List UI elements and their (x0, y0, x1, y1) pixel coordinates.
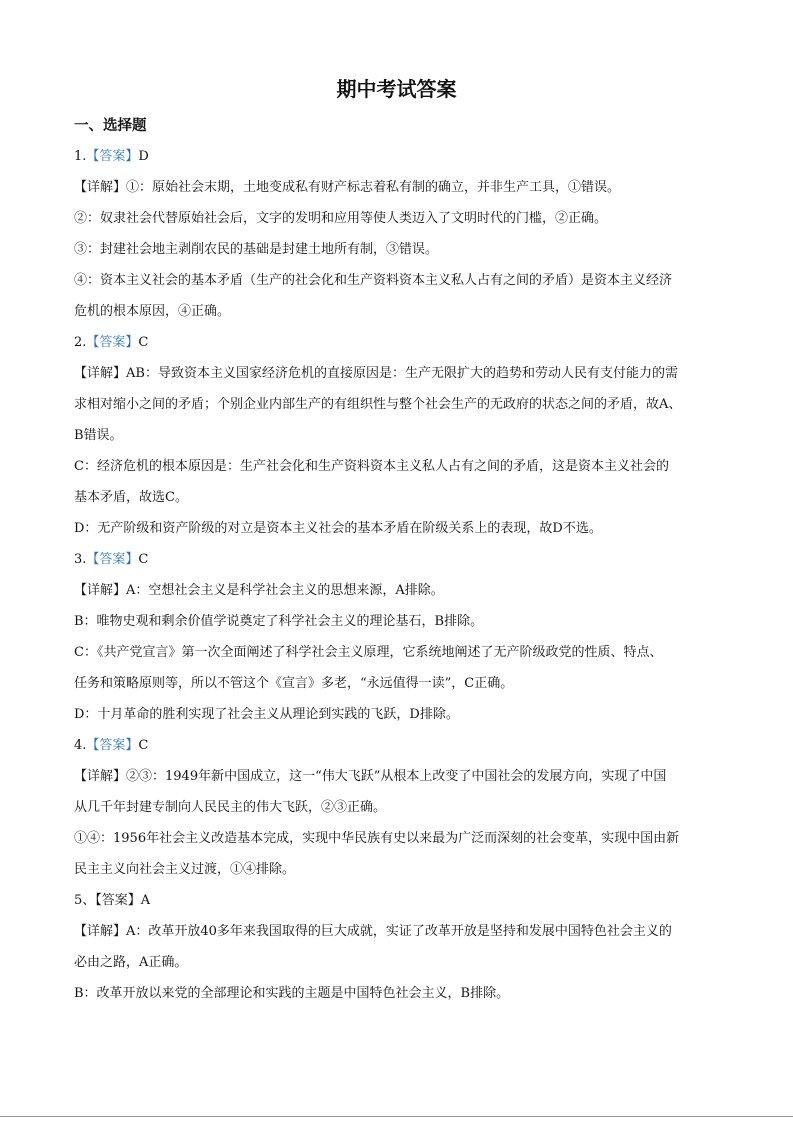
answer-label: 【答案】 (86, 552, 139, 567)
explanation-line: D：十月革命的胜利实现了社会主义从理论到实践的飞跃，D排除。 (74, 707, 459, 722)
answer-label: 【答案】 (86, 149, 139, 164)
answer-value: D (138, 149, 149, 164)
question-5-header: 5、【答案】A (74, 893, 151, 908)
explanation-line: B错误。 (74, 428, 123, 443)
question-3-header (74, 544, 724, 575)
explanation-line: 【详解】②③：1949年新中国成立，这一“伟大飞跃”从根本上改变了中国社会的发展方向，实现了中国 (74, 769, 667, 784)
explanation-line: 【详解】AB：导致资本主义国家经济危机的直接原因是：生产无限扩大的趋势和劳动人民有支付能力的需 (74, 366, 678, 381)
explanation-line: C：经济危机的根本原因是：生产社会化和生产资料资本主义私人占有之间的矛盾，这是资本主义社会的 (74, 459, 669, 474)
question-2-header (74, 327, 724, 358)
explanation-line: ①④：1956年社会主义改造基本完成，实现中华民族有史以来最为广泛而深刻的社会变革，实现中国由新 (74, 831, 680, 846)
explanation-line: ②：奴隶社会代替原始社会后，文字的发明和应用等使人类迈入了文明时代的门槛，②正确。 (74, 211, 608, 226)
answer-value: C (138, 552, 149, 567)
explanation-line: ③：封建社会地主剥削农民的基础是封建土地所有制，③错误。 (74, 242, 439, 257)
question-number: 1. (74, 149, 87, 164)
question-1-header (74, 141, 724, 172)
answer-value: C (138, 738, 149, 753)
question-number: 4. (74, 738, 87, 753)
answers-body (74, 141, 724, 1009)
explanation-line: 必由之路，A正确。 (74, 955, 188, 970)
section-heading: 一、选择题 (74, 118, 147, 134)
explanation-line: D：无产阶级和资产阶级的对立是资本主义社会的基本矛盾在阶级关系上的表现，故D不选。 (74, 521, 602, 536)
explanation-line: B：改革开放以来党的全部理论和实践的主题是中国特色社会主义，B排除。 (74, 986, 510, 1001)
explanation-line: B：唯物史观和剩余价值学说奠定了科学社会主义的理论基石，B排除。 (74, 614, 484, 629)
explanation-line: 从几千年封建专制向人民民主的伟大飞跃，②③正确。 (74, 800, 387, 815)
explanation-line: 【详解】A：改革开放40多年来我国取得的巨大成就，实证了改革开放是坚持和发展中国特色社会主义的 (74, 924, 672, 939)
page-title: 期中考试答案 (336, 77, 457, 101)
question-number: 3. (74, 552, 87, 567)
answer-label: 【答案】 (86, 738, 139, 753)
explanation-line: 危机的根本原因，④正确。 (74, 304, 231, 319)
explanation-line: 任务和策略原则等，所以不管这个《宣言》多老，“永远值得一读”，C正确。 (74, 676, 514, 691)
question-4-header (74, 730, 724, 761)
question-number: 2. (74, 335, 87, 350)
explanation-line: 基本矛盾，故选C。 (74, 490, 188, 505)
explanation-line: 民主主义向社会主义过渡，①④排除。 (74, 862, 296, 877)
answer-value: C (138, 335, 149, 350)
explanation-line: 求相对缩小之间的矛盾；个别企业内部生产的有组织性与整个社会生产的无政府的状态之间的矛盾，故A、 (74, 397, 682, 412)
explanation-line: C：《共产党宣言》第一次全面阐述了科学社会主义原理，它系统地阐述了无产阶级政党的性质、特点、 (74, 645, 663, 660)
explanation-line: 【详解】①：原始社会末期，土地变成私有财产标志着私有制的确立，并非生产工具，①错误。 (74, 180, 621, 195)
answer-label: 【答案】 (86, 335, 139, 350)
page-bottom-divider (0, 1116, 793, 1117)
explanation-line: ④：资本主义社会的基本矛盾（生产的社会化和生产资料资本主义私人占有之间的矛盾）是资本主义经济 (74, 273, 673, 288)
explanation-line: 【详解】A：空想社会主义是科学社会主义的思想来源，A排除。 (74, 583, 444, 598)
